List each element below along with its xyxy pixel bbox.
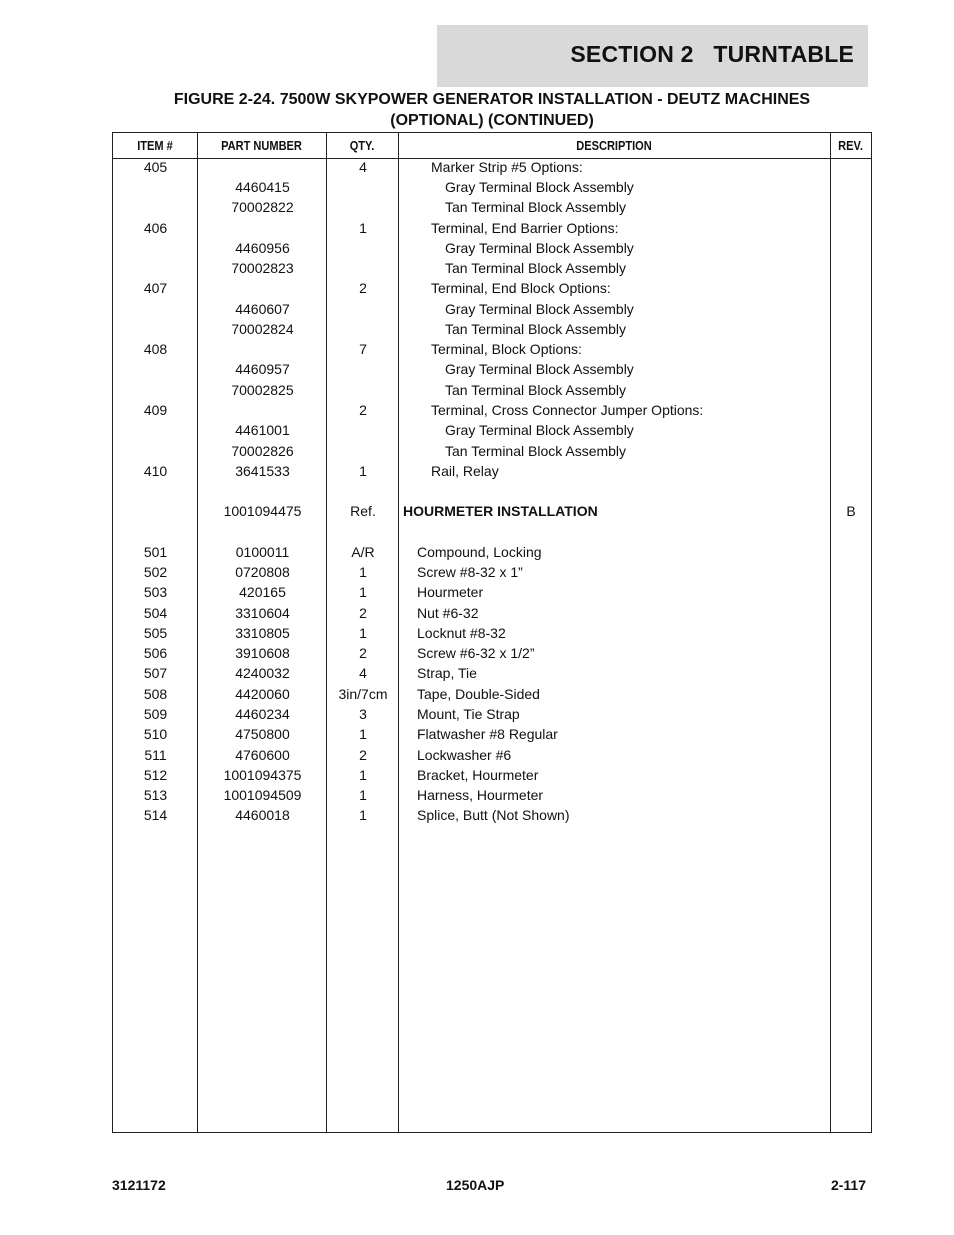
table-row <box>113 625 871 645</box>
quantity-cell: 2 <box>359 402 367 418</box>
footer-pub-number: 3121172 <box>112 1177 166 1193</box>
item-number-cell: 405 <box>143 159 168 175</box>
description-cell: Harness, Hourmeter <box>417 787 544 803</box>
table-row <box>113 605 871 625</box>
quantity-cell: 3in/7cm <box>338 686 388 702</box>
description-cell: Flatwasher #8 Regular <box>417 726 558 742</box>
quantity-cell: 1 <box>359 807 367 823</box>
item-number-cell: 409 <box>143 402 168 418</box>
description-cell: Terminal, Block Options: <box>431 341 582 357</box>
table-row <box>113 159 871 179</box>
item-number-cell: 506 <box>143 645 168 661</box>
part-number-cell: 70002824 <box>231 321 294 337</box>
table-row <box>113 260 871 280</box>
part-number-cell: 4460956 <box>235 240 290 256</box>
part-number-cell: 70002822 <box>231 199 294 215</box>
description-cell: Splice, Butt (Not Shown) <box>417 807 570 823</box>
table-row <box>113 341 871 361</box>
quantity-cell: 1 <box>359 584 367 600</box>
description-cell: Tan Terminal Block Assembly <box>445 382 627 398</box>
table-row <box>113 706 871 726</box>
item-number-cell: 505 <box>143 625 168 641</box>
description-cell: Screw #8-32 x 1” <box>417 564 523 580</box>
item-number-cell: 508 <box>143 686 168 702</box>
description-cell: Gray Terminal Block Assembly <box>445 361 634 377</box>
table-row <box>113 463 871 483</box>
table-row <box>113 747 871 767</box>
part-number-cell: 70002823 <box>231 260 294 276</box>
description-cell: Screw #6-32 x 1/2” <box>417 645 535 661</box>
description-cell: Lockwasher #6 <box>417 747 512 763</box>
quantity-cell: 2 <box>359 280 367 296</box>
item-number-cell: 512 <box>143 767 168 783</box>
description-cell: Tan Terminal Block Assembly <box>445 443 627 459</box>
table-row <box>113 240 871 260</box>
part-number-cell: 0100011 <box>235 544 290 560</box>
item-number-cell: 503 <box>143 584 168 600</box>
part-number-cell: 3910608 <box>235 645 290 661</box>
quantity-cell: Ref. <box>350 503 376 519</box>
description-cell: Marker Strip #5 Options: <box>431 159 583 175</box>
table-row <box>113 503 871 523</box>
description-cell: Tan Terminal Block Assembly <box>445 199 627 215</box>
item-number-cell: 507 <box>143 665 168 681</box>
part-number-cell: 1001094375 <box>223 767 302 783</box>
item-number-cell: 510 <box>143 726 168 742</box>
quantity-cell: 7 <box>359 341 367 357</box>
item-number-cell: 501 <box>143 544 168 560</box>
part-number-cell: 70002825 <box>231 382 294 398</box>
part-number-cell: 4460018 <box>235 807 290 823</box>
revision-cell: B <box>846 503 856 519</box>
description-cell: HOURMETER INSTALLATION <box>403 503 598 519</box>
item-number-cell: 511 <box>144 747 167 763</box>
part-number-cell: 4750800 <box>235 726 290 742</box>
section-title: SECTION 2 TURNTABLE <box>570 41 854 67</box>
header-description: DESCRIPTION <box>576 138 652 153</box>
header-qty: QTY. <box>349 138 375 153</box>
description-cell: Terminal, End Barrier Options: <box>431 220 619 236</box>
item-number-cell: 410 <box>143 463 168 479</box>
quantity-cell: 1 <box>359 220 367 236</box>
header-part-number: PART NUMBER <box>221 138 302 153</box>
quantity-cell: 2 <box>359 645 367 661</box>
quantity-cell: 1 <box>359 463 367 479</box>
item-number-cell: 408 <box>143 341 168 357</box>
part-number-cell: 420165 <box>239 584 286 600</box>
part-number-cell: 4460234 <box>235 706 290 722</box>
description-cell: Mount, Tie Strap <box>417 706 520 722</box>
part-number-cell: 4460607 <box>235 301 290 317</box>
part-number-cell: 4240032 <box>235 665 290 681</box>
description-cell: Strap, Tie <box>417 665 477 681</box>
quantity-cell: 1 <box>359 564 367 580</box>
quantity-cell: 2 <box>359 605 367 621</box>
table-row <box>113 787 871 807</box>
description-cell: Bracket, Hourmeter <box>417 767 539 783</box>
footer-page-number: 2-117 <box>830 1177 866 1193</box>
item-number-cell: 514 <box>143 807 168 823</box>
table-row <box>113 665 871 685</box>
figure-title-line-2: (OPTIONAL) (CONTINUED) <box>390 112 594 129</box>
table-row <box>113 443 871 463</box>
description-cell: Terminal, End Block Options: <box>431 280 611 296</box>
part-number-cell: 4460415 <box>235 179 290 195</box>
description-cell: Tape, Double-Sided <box>417 686 540 702</box>
part-number-cell: 3641533 <box>235 463 290 479</box>
header-item: ITEM # <box>137 138 173 153</box>
table-row <box>113 807 871 827</box>
part-number-cell: 3310805 <box>235 625 290 641</box>
part-number-cell: 4420060 <box>235 686 290 702</box>
table-row <box>113 645 871 665</box>
item-number-cell: 407 <box>143 280 168 296</box>
table-row <box>113 301 871 321</box>
item-number-cell: 504 <box>143 605 168 621</box>
description-cell: Terminal, Cross Connector Jumper Options: <box>431 402 704 418</box>
quantity-cell: 1 <box>359 787 367 803</box>
quantity-cell: 2 <box>359 747 367 763</box>
table-row <box>113 726 871 746</box>
table-row <box>113 199 871 219</box>
part-number-cell: 1001094475 <box>223 503 302 519</box>
description-cell: Compound, Locking <box>417 544 542 560</box>
description-cell: Rail, Relay <box>431 463 499 479</box>
header-rev: REV. <box>838 138 863 153</box>
part-number-cell: 3310604 <box>235 605 290 621</box>
description-cell: Gray Terminal Block Assembly <box>445 240 634 256</box>
table-row <box>113 402 871 422</box>
table-row <box>113 382 871 402</box>
item-number-cell: 406 <box>143 220 168 236</box>
description-cell: Locknut #8-32 <box>417 625 506 641</box>
table-row <box>113 584 871 604</box>
footer-model: 1250AJP <box>446 1177 505 1193</box>
description-cell: Tan Terminal Block Assembly <box>445 260 627 276</box>
description-cell: Nut #6-32 <box>417 605 479 621</box>
table-row <box>113 179 871 199</box>
table-row <box>113 220 871 240</box>
section-header-box <box>437 25 868 87</box>
part-number-cell: 0720808 <box>235 564 290 580</box>
quantity-cell: 1 <box>359 767 367 783</box>
item-number-cell: 509 <box>143 706 168 722</box>
quantity-cell: 4 <box>359 665 367 681</box>
part-number-cell: 4460957 <box>235 361 290 377</box>
table-row <box>113 422 871 442</box>
quantity-cell: 4 <box>359 159 367 175</box>
description-cell: Gray Terminal Block Assembly <box>445 422 634 438</box>
description-cell: Tan Terminal Block Assembly <box>445 321 627 337</box>
quantity-cell: A/R <box>351 544 375 560</box>
description-cell: Gray Terminal Block Assembly <box>445 301 634 317</box>
table-row <box>113 321 871 341</box>
part-number-cell: 4461001 <box>235 422 290 438</box>
table-row <box>113 361 871 381</box>
table-row <box>113 280 871 300</box>
part-number-cell: 1001094509 <box>223 787 302 803</box>
figure-title-line-1: FIGURE 2-24. 7500W SKYPOWER GENERATOR INSTALLATION - DEUTZ MACHINES <box>173 91 811 108</box>
description-cell: Gray Terminal Block Assembly <box>445 179 634 195</box>
table-row <box>113 686 871 706</box>
table-row <box>113 544 871 564</box>
part-number-cell: 4760600 <box>235 747 290 763</box>
item-number-cell: 513 <box>143 787 168 803</box>
quantity-cell: 1 <box>359 625 367 641</box>
item-number-cell: 502 <box>143 564 168 580</box>
table-row <box>113 564 871 584</box>
quantity-cell: 3 <box>359 706 367 722</box>
part-number-cell: 70002826 <box>231 443 294 459</box>
quantity-cell: 1 <box>359 726 367 742</box>
table-row <box>113 767 871 787</box>
description-cell: Hourmeter <box>417 584 484 600</box>
